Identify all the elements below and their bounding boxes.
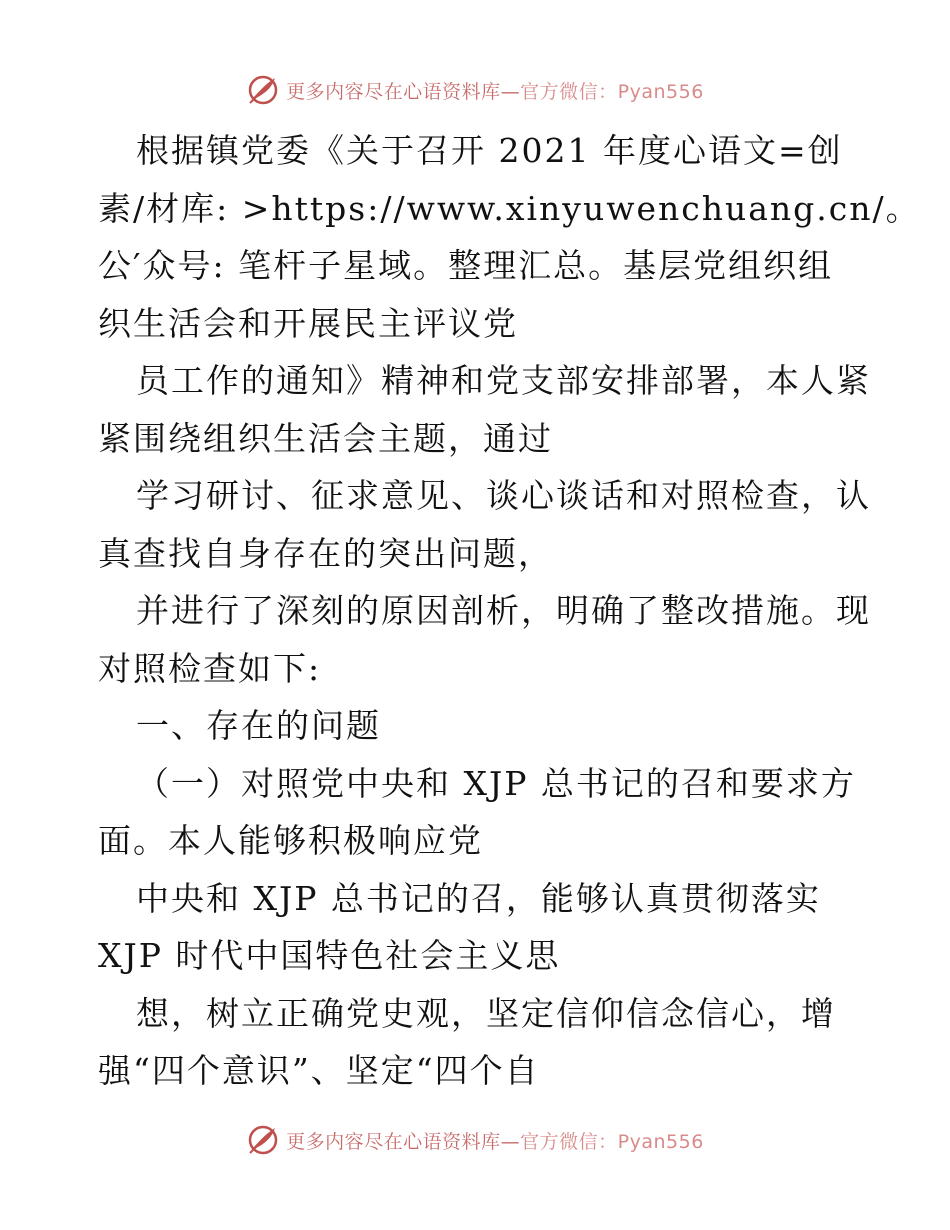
header-watermark-text: 更多内容尽在心语资料库—官方微信：Pyan556 (286, 80, 704, 103)
header-watermark-banner (0, 70, 950, 110)
body-text-line: 强“四个意识”、坚定“四个自 (98, 1051, 540, 1090)
body-text-line: 学习研讨、征求意见、谈心谈话和对照检查，认 (136, 476, 871, 515)
body-text-line: 员工作的通知》精神和党支部安排部署，本人紧 (136, 361, 871, 400)
body-text-line: 织生活会和开展民主评议党 (98, 303, 518, 343)
body-text-line: 真查找自身存在的突出问题， (98, 533, 553, 573)
document-body (98, 122, 921, 1100)
body-text-line: 并进行了深刻的原因剖析，明确了整改措施。现 (136, 591, 871, 630)
footer-watermark-text: 更多内容尽在心语资料库—官方微信：Pyan556 (286, 1130, 704, 1153)
quill-logo-icon (246, 1123, 280, 1157)
body-text-line: 素/材库: >https://www.xinyuwenchuang.cn/。 (98, 188, 921, 228)
quill-logo-icon (246, 73, 280, 107)
body-text-line: 公′众号: 笔杆子星域。整理汇总。基层党组织组 (98, 246, 834, 285)
body-text-line: 根据镇党委《关于召开 2021 年度心语文=创 (136, 131, 843, 170)
body-text-line: 紧围绕组织生活会主题，通过 (98, 418, 553, 458)
body-text-line: 中央和 XJP 总书记的召，能够认真贯彻落实 (136, 878, 821, 918)
body-text-line: 面。本人能够积极响应党 (98, 821, 483, 860)
body-text-line: 对照检查如下: (98, 648, 322, 688)
body-text-line: 一、存在的问题 (136, 706, 381, 745)
body-text-line: 想，树立正确党史观，坚定信仰信念信心，增 (136, 993, 836, 1033)
footer-watermark-banner (0, 1120, 950, 1160)
body-text-line: XJP 时代中国特色社会主义思 (98, 936, 561, 975)
body-text-line: （一）对照党中央和 XJP 总书记的召和要求方 (136, 763, 856, 803)
